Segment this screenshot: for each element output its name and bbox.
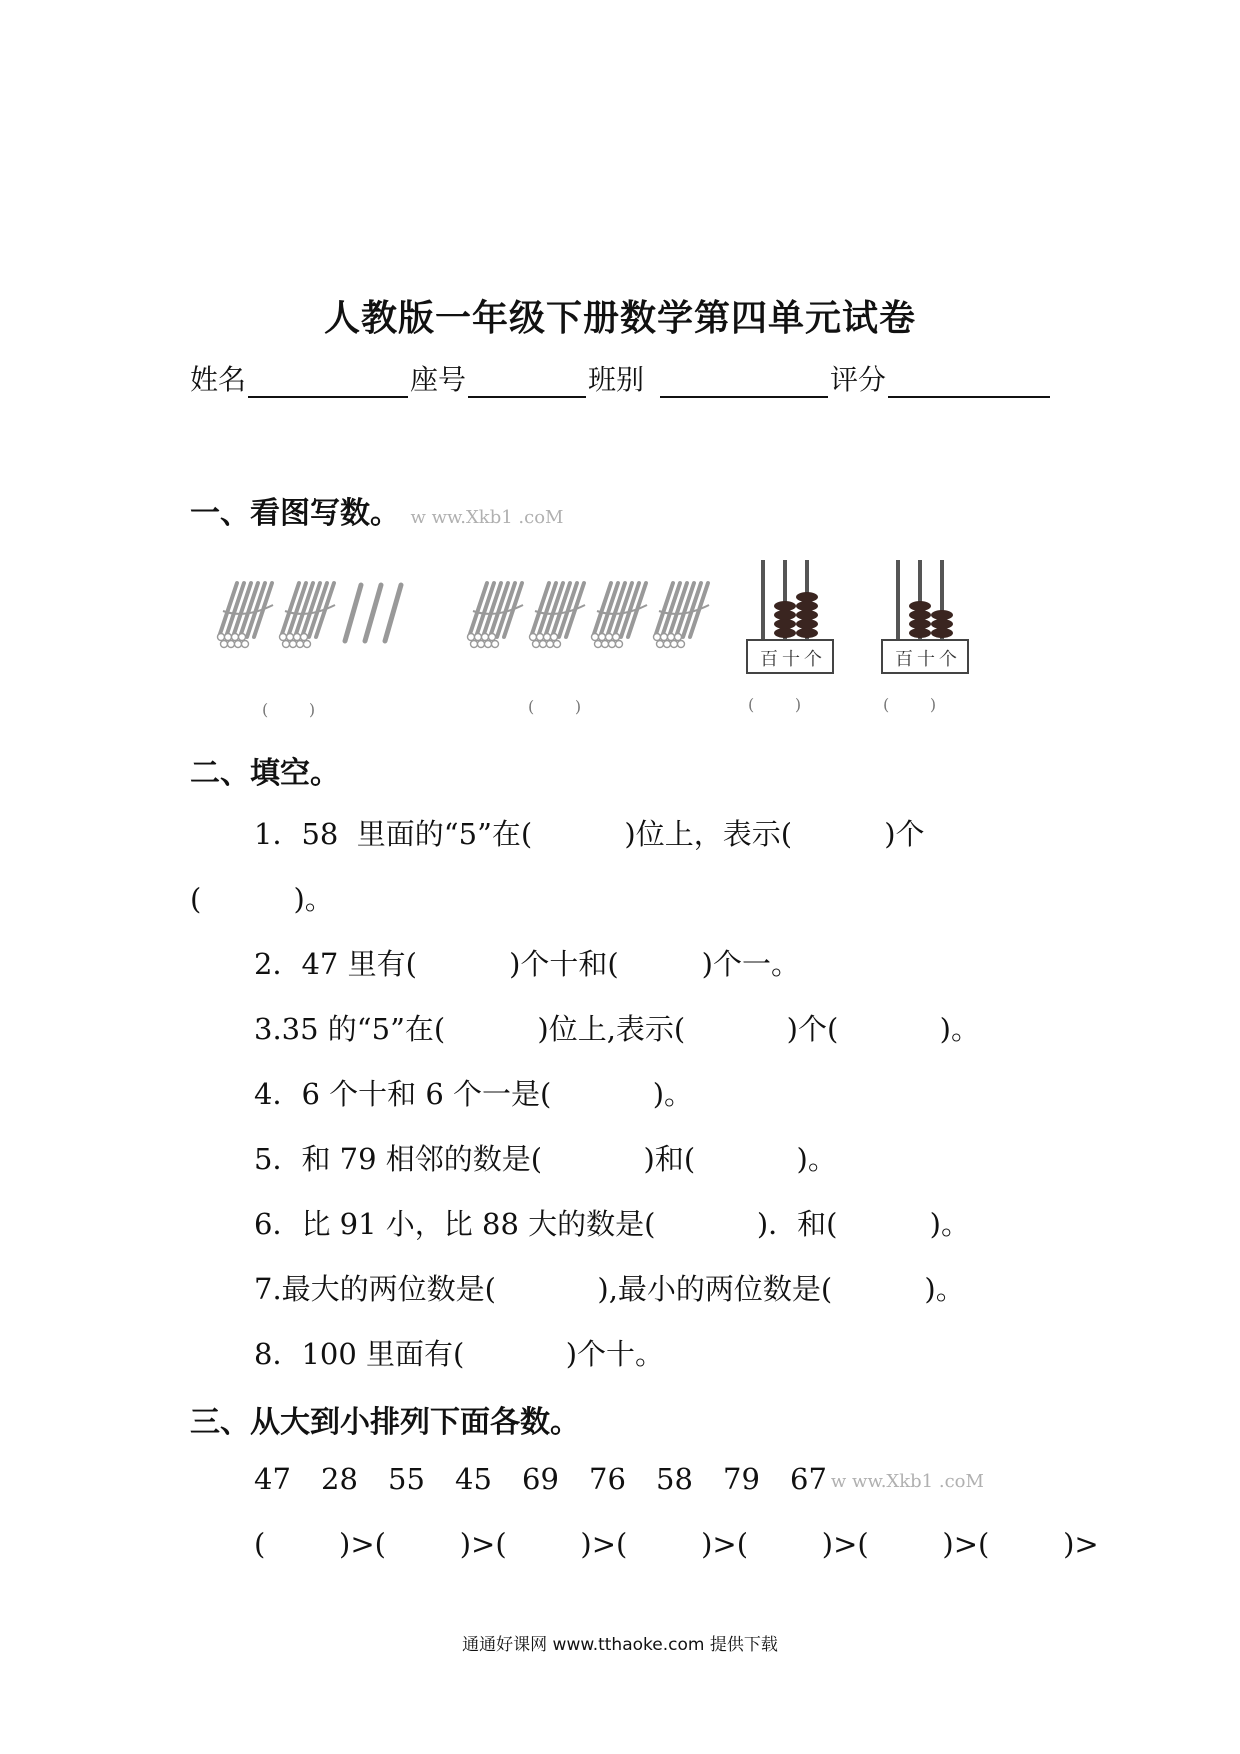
- name-blank[interactable]: [248, 366, 408, 398]
- abacus-image-2: [880, 555, 980, 675]
- abacus-place-ones: 个: [804, 649, 822, 670]
- stick-bundle: [592, 583, 648, 648]
- single-stick: [345, 585, 361, 641]
- name-label: 姓名: [190, 363, 247, 396]
- abacus-place-tens: 十: [917, 649, 935, 670]
- question-5: 5．和 79 相邻的数是( )和( )。: [254, 1142, 837, 1176]
- question-2: 2．47 里有( )个十和( )个一。: [254, 947, 800, 981]
- abacus-bead: [796, 592, 818, 602]
- abacus-bead: [796, 601, 818, 611]
- number-item: 69: [522, 1462, 559, 1496]
- abacus-bead: [796, 619, 818, 629]
- number-item: 58: [656, 1462, 693, 1496]
- number-item: 79: [723, 1462, 760, 1496]
- score-label: 评分: [830, 363, 887, 396]
- stick-bundles-image-1: [210, 575, 430, 665]
- abacus-bead: [909, 619, 931, 629]
- abacus-bead: [909, 628, 931, 638]
- stick-bundle: [280, 583, 336, 648]
- question-4: 4．6 个十和 6 个一是( )。: [254, 1077, 694, 1111]
- question-1-line-2: ( )。: [190, 882, 334, 916]
- number-item: 67: [790, 1462, 827, 1496]
- abacus-place-tens: 十: [782, 649, 800, 670]
- stick-bundle: [654, 583, 710, 648]
- watermark: w ww.Xkb1 .coM: [830, 1471, 984, 1492]
- number-item: 45: [455, 1462, 492, 1496]
- ordering-chain: ( )>( )>( )>( )>( )>( )>( )>: [254, 1527, 1099, 1561]
- abacus-bead: [931, 628, 953, 638]
- section1-heading-text: 一、看图写数。: [190, 496, 400, 531]
- section1-heading: [190, 488, 563, 532]
- watermark: w ww.Xkb1 .coM: [410, 507, 564, 528]
- abacus-bead: [774, 601, 796, 611]
- abacus-bead: [931, 619, 953, 629]
- student-info-row: [190, 358, 1070, 398]
- abacus-bead: [774, 610, 796, 620]
- abacus-place-hundreds: 百: [760, 649, 778, 670]
- abacus-bead: [909, 610, 931, 620]
- stick-bundle: [468, 583, 524, 648]
- question-6: 6．比 91 小，比 88 大的数是( )．和( )。: [254, 1207, 970, 1241]
- question-3: 3.35 的“5”在( )位上,表示( )个( )。: [254, 1012, 980, 1046]
- footer-text: 通通好课网 www.tthaoke.com 提供下载: [462, 1635, 778, 1655]
- number-item: 76: [589, 1462, 626, 1496]
- abacus-image-1: [745, 555, 845, 675]
- score-blank[interactable]: [888, 366, 1050, 398]
- number-item: 28: [321, 1462, 358, 1496]
- page-title: 人教版一年级下册数学第四单元试卷: [323, 298, 916, 339]
- number-item: 55: [388, 1462, 425, 1496]
- abacus-place-ones: 个: [939, 649, 957, 670]
- abacus-bead: [774, 619, 796, 629]
- abacus-place-hundreds: 百: [895, 649, 913, 670]
- abacus-bead: [796, 628, 818, 638]
- abacus-bead: [909, 601, 931, 611]
- class-label: 班别: [588, 363, 645, 396]
- single-stick: [365, 585, 381, 641]
- answer-paren-1[interactable]: ( ): [262, 700, 316, 719]
- stick-bundle: [530, 583, 586, 648]
- abacus-bead: [931, 610, 953, 620]
- answer-paren-2[interactable]: ( ): [528, 697, 582, 716]
- question-8: 8．100 里面有( )个十。: [254, 1337, 665, 1371]
- section3-heading: 三、从大到小排列下面各数。: [190, 1405, 580, 1440]
- numbers-row: [254, 1462, 984, 1502]
- section2-heading: 二、填空。: [190, 756, 340, 791]
- seat-label: 座号: [410, 363, 467, 396]
- stick-bundles-image-2: [460, 575, 730, 665]
- seat-blank[interactable]: [468, 366, 586, 398]
- question-7: 7.最大的两位数是( ),最小的两位数是( )。: [254, 1272, 965, 1306]
- number-item: 47: [254, 1462, 291, 1496]
- single-stick: [385, 585, 401, 641]
- abacus-bead: [796, 610, 818, 620]
- abacus-bead: [774, 628, 796, 638]
- class-blank[interactable]: [660, 366, 828, 398]
- stick-bundle: [218, 583, 274, 648]
- question-1-line-1: 1．58 里面的“5”在( )位上，表示( )个: [254, 817, 925, 851]
- answer-paren-3[interactable]: ( ): [748, 695, 802, 714]
- answer-paren-4[interactable]: ( ): [883, 695, 937, 714]
